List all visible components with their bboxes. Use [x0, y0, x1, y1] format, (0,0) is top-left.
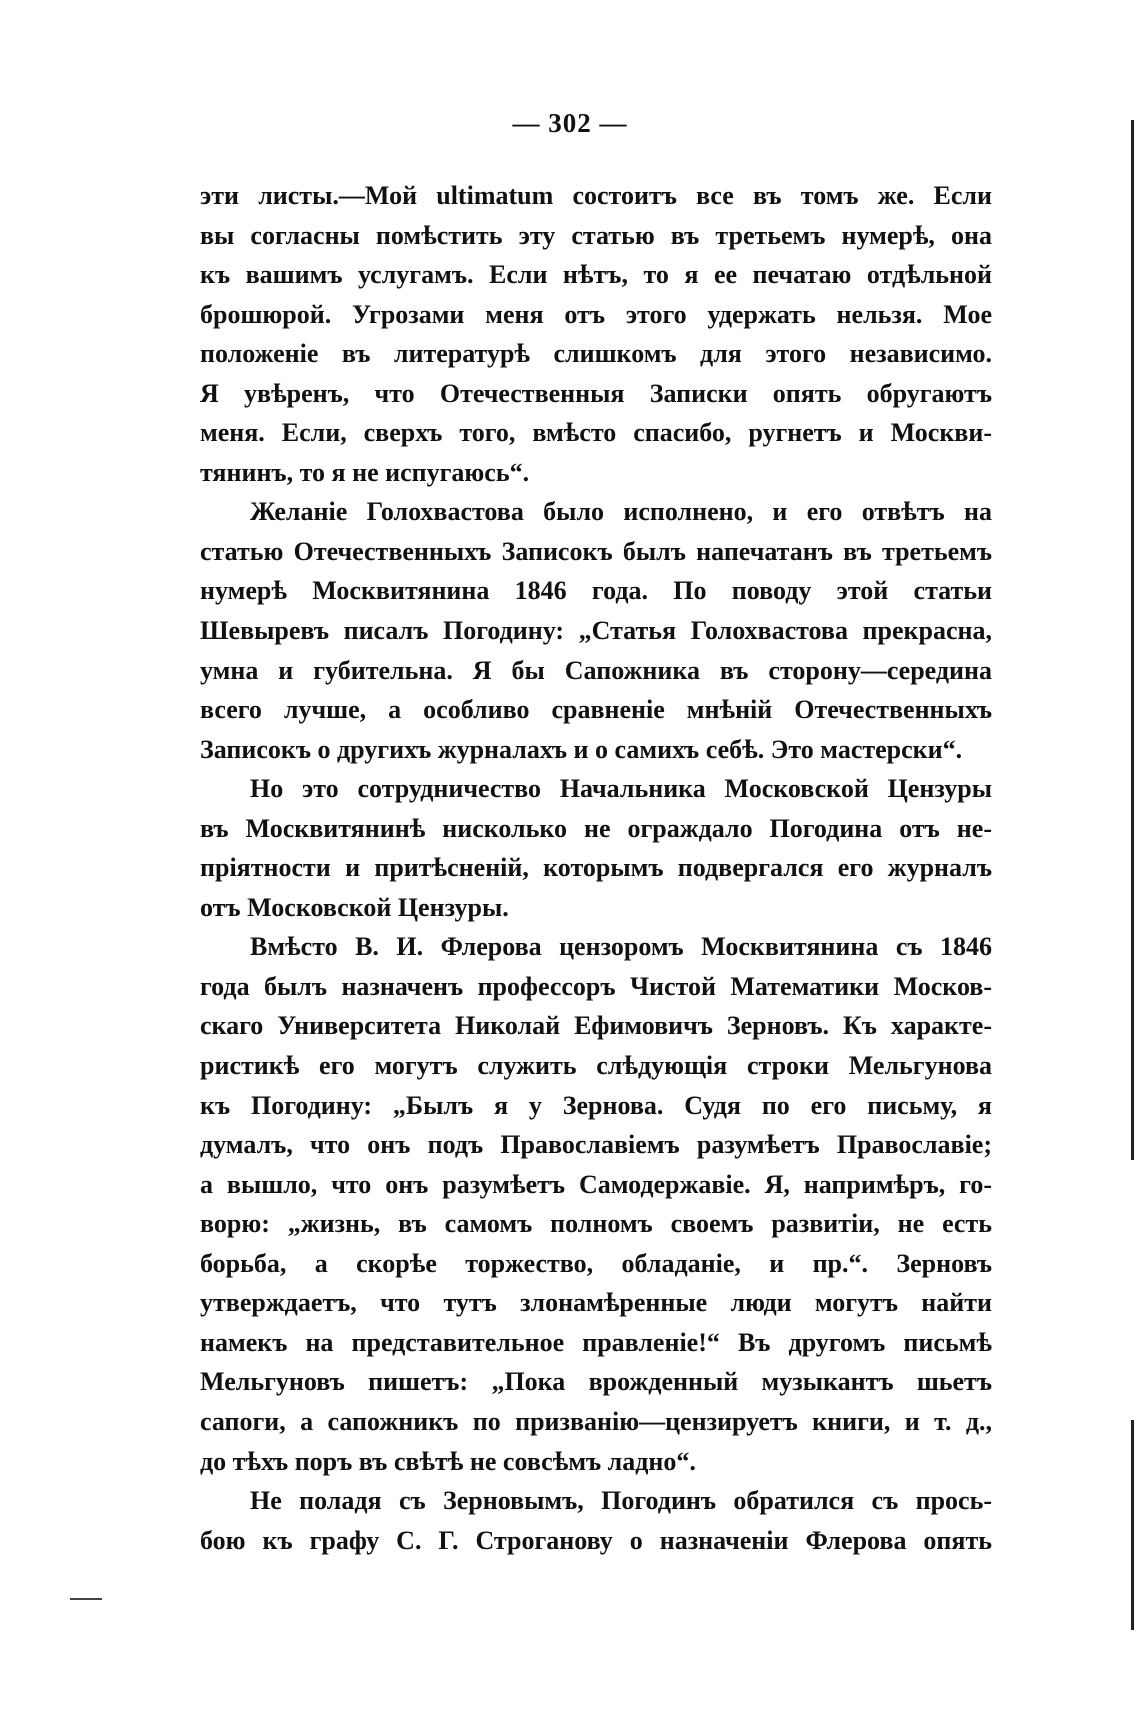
text-line: намекъ на представительное правленіе!“ Въ другомъ письмѣ — [200, 1327, 992, 1357]
text-line: статью Отечественныхъ Записокъ былъ напечатанъ въ третьемъ — [200, 536, 992, 566]
text-line: ворю: „жизнь, въ самомъ полномъ своемъ развитіи, не есть — [200, 1209, 992, 1239]
text-line: Вмѣсто В. И. Флерова цензоромъ Москвитянина съ 1846 — [250, 932, 992, 962]
text-line: ристикѣ его могутъ служить слѣдующія строки Мельгунова — [200, 1051, 992, 1081]
text-line: сапоги, а сапожникъ по призванію—цензируетъ книги, и т. д., — [200, 1406, 992, 1436]
scan-edge-line — [1131, 1420, 1134, 1630]
text-line: Я увѣренъ, что Отечественныя Записки опять обругаютъ — [200, 378, 992, 408]
text-line: брошюрой. Угрозами меня отъ этого удержать нельзя. Мое — [200, 299, 992, 329]
text-line: борьба, а скорѣе торжество, обладаніе, и пр.“. Зерновъ — [200, 1248, 992, 1278]
text-line: всего лучше, а особливо сравненіе мнѣній Отечественныхъ — [200, 695, 992, 725]
text-line: утверждаетъ, что тутъ злонамѣренные люди могутъ найти — [200, 1288, 992, 1318]
text-line: Записокъ о другихъ журналахъ и о самихъ себѣ. Это мастерски“. — [200, 734, 963, 764]
text-line: думалъ, что онъ подъ Православіемъ разумѣетъ Православіе; — [200, 1130, 992, 1160]
text-line: эти листы.—Мой ultimatum состоитъ все въ томъ же. Если — [200, 181, 992, 210]
text-line: нумерѣ Москвитянина 1846 года. По поводу этой статьи — [200, 576, 992, 606]
page-number: — 302 — — [512, 108, 628, 138]
text-line: положеніе въ литературѣ слишкомъ для этого независимо. — [200, 339, 992, 369]
text-line: Мельгуновъ пишетъ: „Пока врожденный музыкантъ шьетъ — [200, 1367, 992, 1397]
text-line: въ Москвитянинѣ нисколько не ограждало Погодина отъ не- — [200, 813, 992, 843]
text-line: бою къ графу С. Г. Строганову о назначеніи Флерова опять — [200, 1525, 992, 1555]
text-line: года былъ назначенъ профессоръ Чистой Математики Москов- — [200, 971, 992, 1001]
text-line: меня. Если, сверхъ того, вмѣсто спасибо, ругнетъ и Москви- — [200, 418, 992, 448]
text-line: пріятности и притѣсненій, которымъ подвергался его журналъ — [200, 853, 992, 883]
text-line: тянинъ, то я не испугаюсь“. — [200, 457, 530, 487]
text-line: Шевыревъ писалъ Погодину: „Статья Голохвастова прекрасна, — [200, 616, 992, 646]
scan-edge-line — [1131, 120, 1134, 1160]
text-line: къ Погодину: „Былъ я у Зернова. Судя по его письму, я — [200, 1090, 992, 1120]
text-line: Желаніе Голохвастова было исполнено, и его отвѣтъ на — [250, 497, 992, 527]
text-line: скаго Университета Николай Ефимовичъ Зерновъ. Къ характе- — [200, 1011, 992, 1041]
text-line: къ вашимъ услугамъ. Если нѣтъ, то я ее печатаю отдѣльной — [200, 260, 992, 290]
text-line: а вышло, что онъ разумѣетъ Самодержавіе. Я, напримѣръ, го- — [200, 1169, 992, 1199]
page-body — [200, 176, 992, 1560]
text-line: умна и губительна. Я бы Сапожника въ сторону—середина — [200, 655, 992, 685]
text-line: Не поладя съ Зерновымъ, Погодинъ обратился съ прось- — [250, 1486, 992, 1516]
text-line: отъ Московской Цензуры. — [200, 892, 509, 922]
text-line: до тѣхъ поръ въ свѣтѣ не совсѣмъ ладно“. — [200, 1446, 696, 1476]
text-line: Но это сотрудничество Начальника Московской Цензуры — [250, 774, 992, 804]
scan-mark — [70, 1598, 102, 1600]
text-line: вы согласны помѣстить эту статью въ третьемъ нумерѣ, она — [200, 220, 992, 250]
